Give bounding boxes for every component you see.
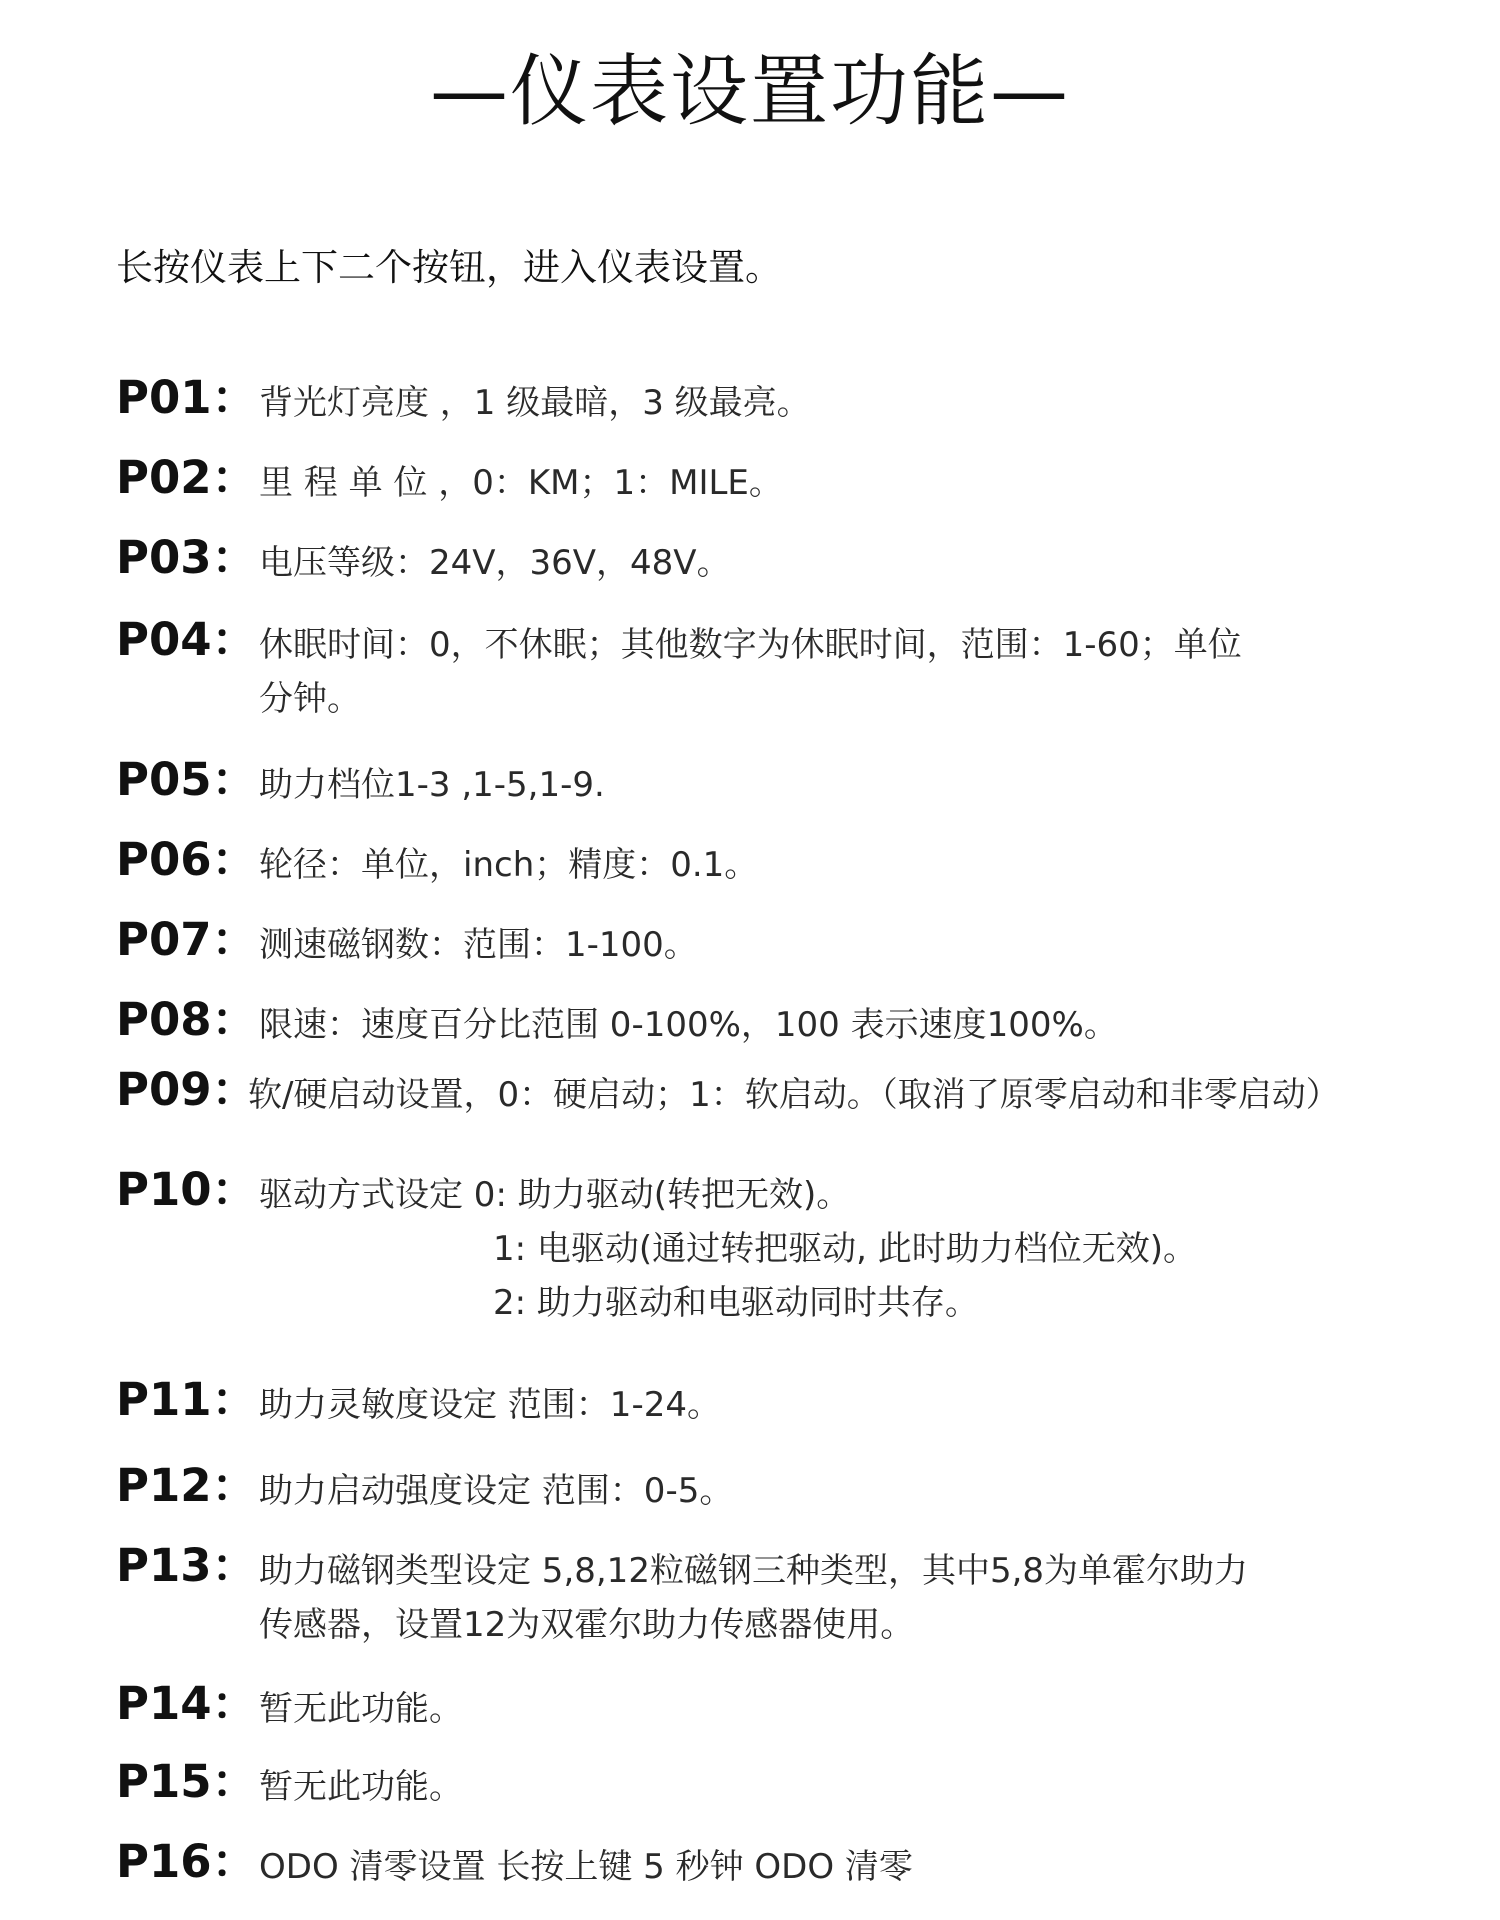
param-description xyxy=(259,1544,1459,1652)
page-title: —仪表设置功能— xyxy=(429,47,1070,137)
param-code: P05： xyxy=(116,753,257,806)
param-description-line: 助力档位1-3 ,1-5,1-9. xyxy=(259,765,605,805)
param-description xyxy=(248,1068,1448,1122)
param-description-line: 软/硬启动设置，0：硬启动；1：软启动。（取消了原零启动和非零启动） xyxy=(248,1075,1340,1115)
param-code: P13： xyxy=(116,1539,257,1592)
param-description-line: 电压等级：24V，36V，48V。 xyxy=(259,543,731,583)
param-code: P09： xyxy=(116,1063,257,1116)
param-description-line: 1: 电驱动(通过转把驱动, 此时助力档位无效)。 xyxy=(493,1229,1198,1269)
param-description-line: 休眠时间：0，不休眠；其他数字为休眠时间，范围：1-60；单位 xyxy=(259,625,1242,665)
param-description xyxy=(259,1378,1459,1432)
param-description-line: ODO 清零设置 长按上键 5 秒钟 ODO 清零 xyxy=(259,1847,913,1887)
param-description-line: 暂无此功能。 xyxy=(259,1767,463,1807)
param-description xyxy=(259,1840,1459,1894)
param-code: P01： xyxy=(116,371,257,424)
param-code: P11： xyxy=(116,1373,257,1426)
param-description xyxy=(259,758,1459,812)
param-description-line: 测速磁钢数：范围：1-100。 xyxy=(259,925,698,965)
param-description-line: 暂无此功能。 xyxy=(259,1689,463,1729)
param-code: P08： xyxy=(116,993,257,1046)
param-description-line: 驱动方式设定 0: 助力驱动(转把无效)。 xyxy=(259,1175,851,1215)
param-code: P07： xyxy=(116,913,257,966)
param-code: P10： xyxy=(116,1163,257,1216)
param-code: P14： xyxy=(116,1677,257,1730)
param-description-line: 里 程 单 位 ，0：KM；1：MILE。 xyxy=(259,463,783,503)
param-code: P02： xyxy=(116,451,257,504)
param-description-line: 2: 助力驱动和电驱动同时共存。 xyxy=(493,1283,979,1323)
param-code: P06： xyxy=(116,833,257,886)
param-code: P03： xyxy=(116,531,257,584)
param-code: P16： xyxy=(116,1835,257,1888)
param-code: P15： xyxy=(116,1755,257,1808)
param-description-line: 助力启动强度设定 范围：0-5。 xyxy=(259,1471,734,1511)
param-description-line: 背光灯亮度 ，1 级最暗，3 级最亮。 xyxy=(259,383,811,423)
param-description-line: 传感器，设置12为双霍尔助力传感器使用。 xyxy=(259,1605,915,1645)
param-description xyxy=(259,1168,1459,1330)
param-description-line: 轮径：单位，inch；精度：0.1。 xyxy=(259,845,759,885)
param-description xyxy=(259,536,1459,590)
param-description xyxy=(259,1464,1459,1518)
param-description-line: 限速：速度百分比范围 0-100%，100 表示速度100%。 xyxy=(259,1005,1118,1045)
param-description xyxy=(259,376,1459,430)
param-description-line: 分钟。 xyxy=(259,679,361,719)
param-description xyxy=(259,456,1459,510)
param-description-line: 助力灵敏度设定 范围：1-24。 xyxy=(259,1385,721,1425)
param-description xyxy=(259,618,1459,726)
intro-text: 长按仪表上下二个按钮，进入仪表设置。 xyxy=(116,246,782,289)
param-description xyxy=(259,1682,1459,1736)
param-description xyxy=(259,998,1459,1052)
param-description xyxy=(259,1760,1459,1814)
param-description xyxy=(259,838,1459,892)
param-code: P04： xyxy=(116,613,257,666)
param-code: P12： xyxy=(116,1459,257,1512)
param-description xyxy=(259,918,1459,972)
param-description-line: 助力磁钢类型设定 5,8,12粒磁钢三种类型，其中5,8为单霍尔助力 xyxy=(259,1551,1249,1591)
